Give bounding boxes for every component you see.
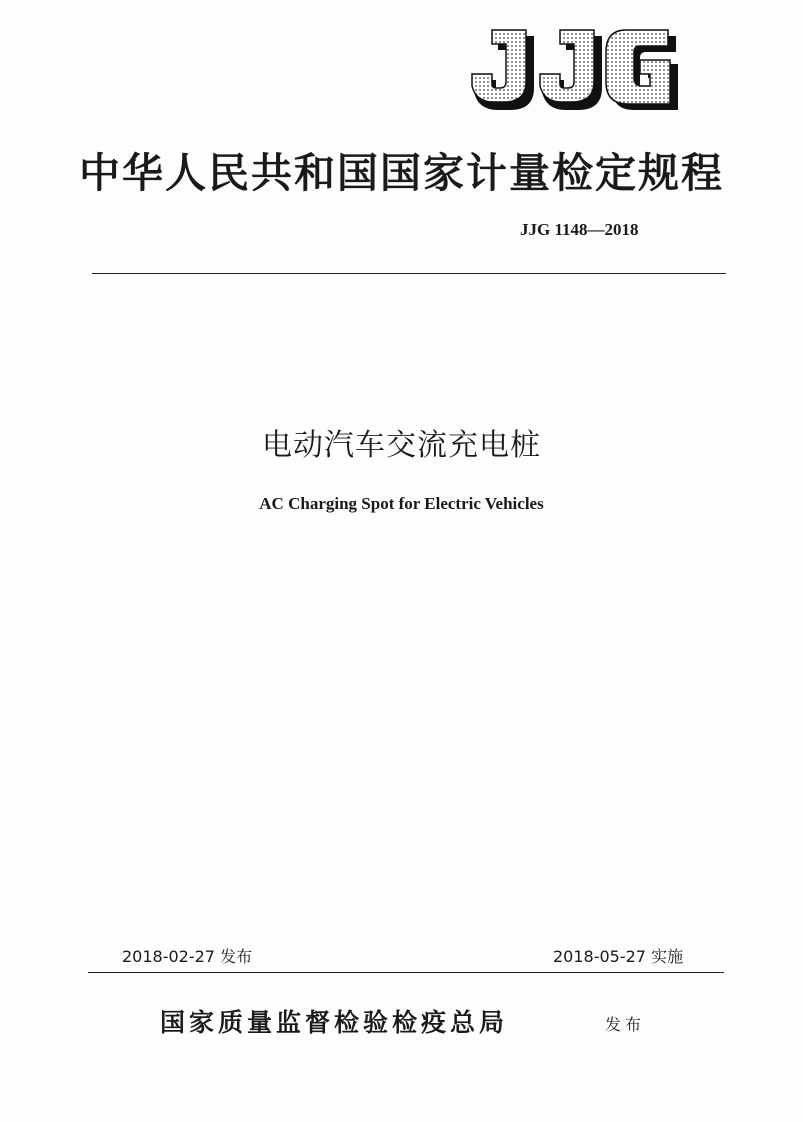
- regulation-series-title: 中华人民共和国国家计量检定规程: [79, 149, 724, 197]
- footer-divider: [88, 972, 724, 973]
- issue-date: 2018-02-27 发布: [122, 947, 253, 966]
- document-english-title: AC Charging Spot for Electric Vehicles: [259, 494, 544, 513]
- jjg-logo: [466, 28, 686, 114]
- header-divider: [92, 273, 726, 274]
- effective-date: 2018-05-27 实施: [553, 947, 684, 966]
- document-title: 电动汽车交流充电桩: [262, 428, 541, 463]
- publisher-suffix: 发布: [605, 1015, 646, 1034]
- standard-code: JJG 1148—2018: [520, 220, 639, 239]
- publisher-name: 国家质量监督检验检疫总局: [160, 1008, 509, 1037]
